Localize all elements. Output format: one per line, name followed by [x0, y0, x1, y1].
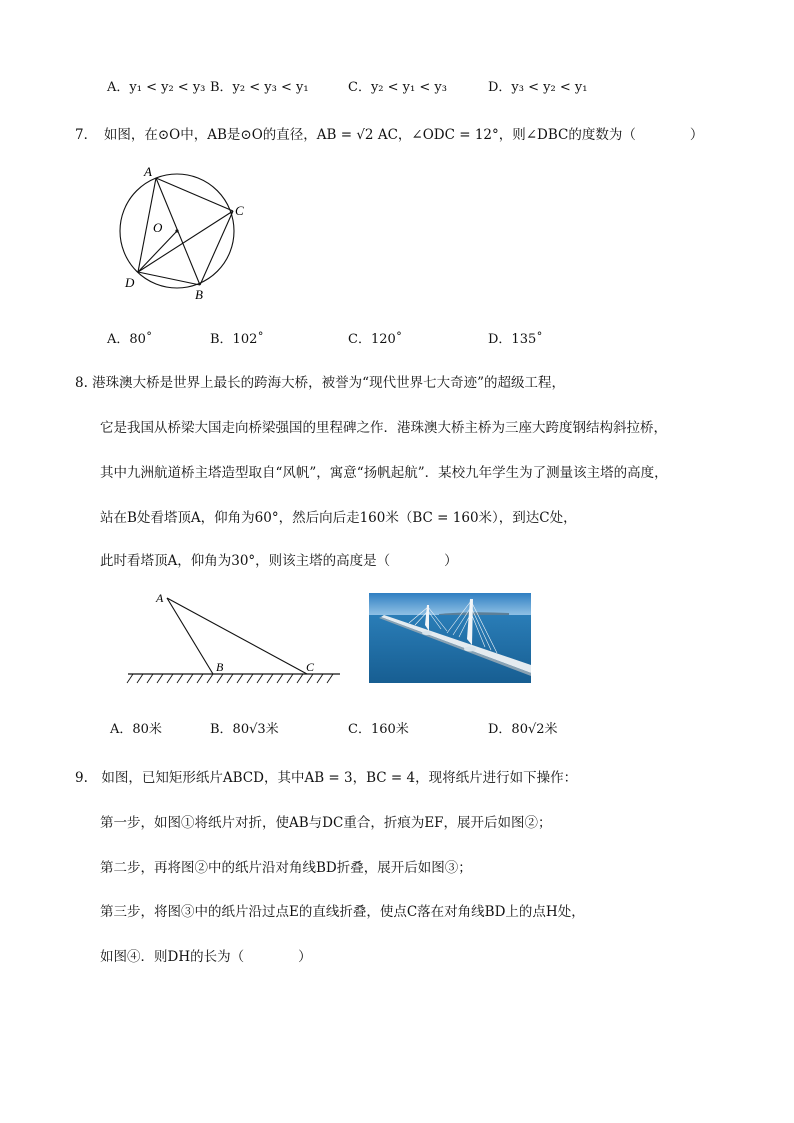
q6-option-a: A．y₁ < y₂ < y₃: [107, 80, 206, 95]
sky: [369, 593, 531, 615]
q8-line-2: 它是我国从桥梁大国走向桥梁强国的里程碑之作．港珠澳大桥主桥为三座大跨度钢结构斜拉桥，: [100, 420, 667, 436]
label-c: C: [235, 203, 244, 218]
q7-circle-figure: [115, 160, 255, 305]
q9-line-2: 第一步，如图①将纸片对折，使AB与DC重合，折痕为EF，展开后如图②；: [100, 815, 552, 831]
segment-ac: [167, 598, 307, 674]
q6-option-d: D．y₃ < y₂ < y₁: [488, 80, 588, 95]
q7-option-a: A．80˚: [107, 332, 153, 347]
q8-option-b: B．80√3米: [210, 722, 279, 737]
center-o: [175, 229, 178, 232]
sea: [369, 615, 531, 683]
q9-line-3: 第二步，再将图②中的纸片沿对角线BD折叠，展开后如图③；: [100, 860, 472, 876]
q7-option-d: D．135˚: [488, 332, 543, 347]
segment-ab: [167, 598, 213, 674]
label-o: O: [153, 220, 163, 235]
segment-od: [138, 231, 177, 272]
q9-line-5: 如图④．则DH的长为（ ）: [100, 949, 312, 965]
ground-hatching: [127, 674, 333, 683]
q8-line-5: 此时看塔顶A，仰角为30°，则该主塔的高度是（ ）: [100, 553, 458, 569]
q7-option-b: B．102˚: [210, 332, 264, 347]
q8-line-4: 站在B处看塔顶A，仰角为60°，然后向后走160米（BC = 160米），到达C处，: [100, 510, 577, 526]
q6-option-b: B．y₂ < y₃ < y₁: [210, 80, 309, 95]
q6-option-c: C．y₂ < y₁ < y₃: [348, 80, 447, 95]
q8-option-c: C．160米: [348, 722, 409, 737]
q8-option-d: D．80√2米: [488, 722, 558, 737]
q8-line-3: 其中九洲航道桥主塔造型取自“风帆”，寓意“扬帆起航”．某校九年学生为了测量该主塔的高度，: [100, 465, 668, 481]
label-a: A: [144, 164, 152, 179]
q8-triangle-figure: [125, 588, 345, 688]
q9-line-1: 9. 如图，已知矩形纸片ABCD，其中AB = 3，BC = 4，现将纸片进行如下操作：: [75, 770, 578, 786]
pier-base-1: [422, 631, 432, 635]
q7-option-c: C．120˚: [348, 332, 403, 347]
label-b: B: [195, 287, 203, 302]
label-b: B: [216, 660, 224, 674]
q7-stem: 7． 如图，在⊙O中，AB是⊙O的直径，AB = √2 AC，∠ODC = 12°，则∠DBC的度数为（ ）: [75, 127, 704, 143]
label-a: A: [156, 591, 164, 605]
label-d: D: [125, 275, 135, 290]
bridge-photo: [369, 593, 531, 683]
label-c: C: [306, 660, 315, 674]
q8-option-a: A．80米: [110, 722, 162, 737]
segment-db: [138, 272, 200, 285]
q9-line-4: 第三步，将图③中的纸片沿过点E的直线折叠，使点C落在对角线BD上的点H处，: [100, 904, 585, 920]
q8-line-1: 8. 港珠澳大桥是世界上最长的跨海大桥，被誉为“现代世界七大奇迹”的超级工程，: [75, 375, 565, 391]
pier-base-2: [464, 647, 476, 652]
